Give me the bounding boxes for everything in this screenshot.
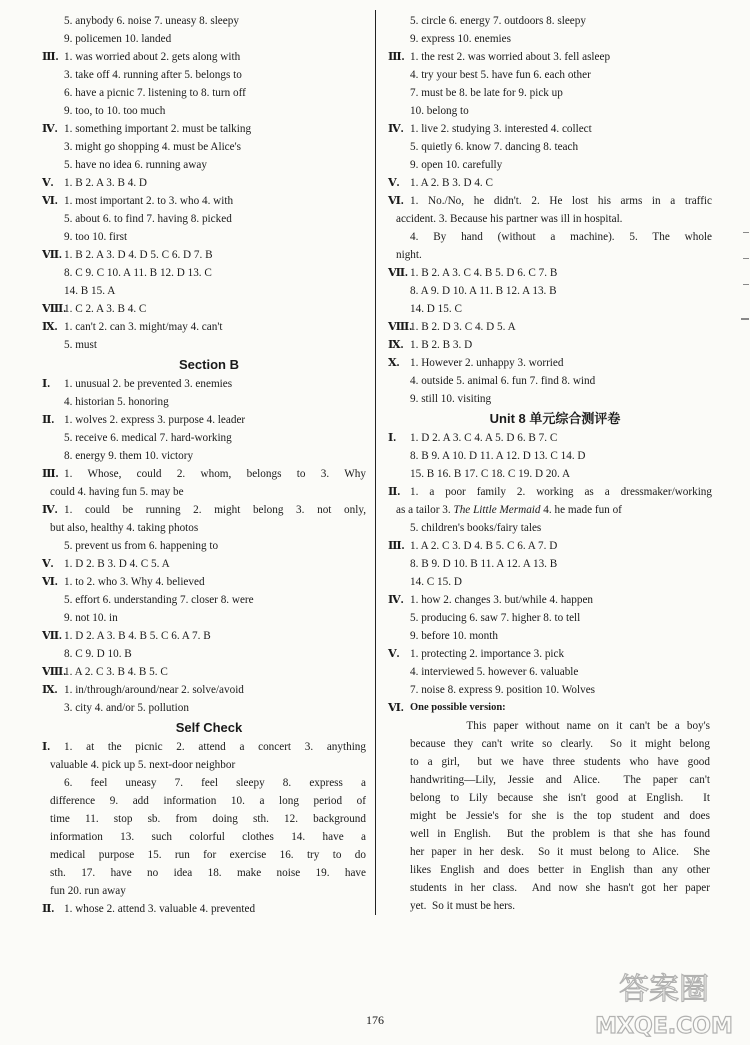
section-number: Ⅰ. xyxy=(42,378,51,390)
answer-line xyxy=(396,627,714,645)
answer-line xyxy=(396,609,714,627)
watermark-line2: MXQE.COM xyxy=(595,1014,733,1039)
answer-text: 1. D 2. B 3. D 4. C 5. A xyxy=(64,558,170,570)
answer-line xyxy=(396,372,714,390)
essay-line xyxy=(410,735,712,753)
essay-text: might be Jessie's for she is the top student and does xyxy=(410,810,710,822)
answer-line xyxy=(388,192,714,210)
answer-text: time 11. stop sb. from doing sth. 12. background xyxy=(50,813,366,825)
section-number: Ⅲ. xyxy=(42,468,59,480)
answer-line xyxy=(50,429,368,447)
answer-line xyxy=(396,501,714,519)
answer-line xyxy=(50,84,368,102)
answer-text: 5. have no idea 6. running away xyxy=(64,159,207,171)
answer-line xyxy=(42,120,368,138)
answer-text: 7. must be 8. be late for 9. pick up xyxy=(410,87,563,99)
answer-text: accident. 3. Because his partner was ill in hospital. xyxy=(396,213,623,225)
answer-line xyxy=(388,318,714,336)
answer-line xyxy=(388,645,714,663)
answer-text: 1. to 2. who 3. Why 4. believed xyxy=(64,576,205,588)
answer-line xyxy=(50,537,368,555)
essay-line xyxy=(410,897,712,915)
answer-line xyxy=(396,156,714,174)
section-number: Ⅰ. xyxy=(388,432,397,444)
essay-line xyxy=(410,771,712,789)
answer-text: 1. However 2. unhappy 3. worried xyxy=(410,357,564,369)
section-heading: Self Check xyxy=(175,720,243,735)
answer-text: 5. children's books/fairy tales xyxy=(410,522,542,534)
section-number: Ⅲ. xyxy=(388,51,405,63)
right-column xyxy=(388,12,714,915)
answer-line xyxy=(50,810,368,828)
answer-line xyxy=(50,282,368,300)
answer-text: 1. most important 2. to 3. who 4. with xyxy=(64,195,234,207)
left-column xyxy=(42,12,368,918)
answer-text: 9. too 10. first xyxy=(64,231,128,243)
section-number: Ⅹ. xyxy=(388,357,400,369)
answer-text: difference 9. add information 10. a long period of xyxy=(50,795,366,807)
essay-roman: Ⅵ. xyxy=(388,702,404,714)
essay-text: to a girl, but we have three students who have good xyxy=(410,756,710,768)
section-number: Ⅴ. xyxy=(388,177,400,189)
answer-line xyxy=(42,573,368,591)
margin-mark xyxy=(743,284,749,285)
section-number: Ⅵ. xyxy=(388,195,404,207)
section-number: Ⅲ. xyxy=(42,51,59,63)
essay-heading xyxy=(388,699,714,717)
answer-text: 1. can't 2. can 3. might/may 4. can't xyxy=(64,321,223,333)
answer-line xyxy=(50,393,368,411)
answer-text: 8. B 9. D 10. B 11. A 12. A 13. B xyxy=(410,558,558,570)
answer-text: 5. producing 6. saw 7. higher 8. to tell xyxy=(410,612,581,624)
answer-text: 1. A 2. C 3. D 4. B 5. C 6. A 7. D xyxy=(410,540,558,552)
answer-text: fun 20. run away xyxy=(50,885,126,897)
section-number: Ⅳ. xyxy=(42,504,58,516)
answer-text: 1. B 2. A 3. D 4. D 5. C 6. D 7. B xyxy=(64,249,213,261)
answer-line xyxy=(396,210,714,228)
answer-text: 8. C 9. D 10. B xyxy=(64,648,132,660)
answer-text: 5. anybody 6. noise 7. uneasy 8. sleepy xyxy=(64,15,239,27)
answer-line xyxy=(50,447,368,465)
watermark-line1: 答案圈 xyxy=(619,972,709,1007)
answer-line xyxy=(42,555,368,573)
answer-text: 6. feel uneasy 7. feel sleepy 8. express a xyxy=(64,777,366,789)
answer-line xyxy=(42,411,368,429)
answer-text: 5. about 6. to find 7. having 8. picked xyxy=(64,213,232,225)
answer-text: 1. whose 2. attend 3. valuable 4. prevented xyxy=(64,903,256,915)
answer-line xyxy=(42,318,368,336)
answer-text: 8. A 9. D 10. A 11. B 12. A 13. B xyxy=(410,285,557,297)
answer-line xyxy=(50,30,368,48)
essay-line xyxy=(410,789,712,807)
answer-line xyxy=(42,375,368,393)
answer-line xyxy=(396,519,714,537)
answer-line xyxy=(42,48,368,66)
answer-line xyxy=(50,483,368,501)
essay-text: yet. So it must be hers. xyxy=(410,900,516,912)
section-number: Ⅰ. xyxy=(42,741,51,753)
answer-text: 1. A 2. C 3. B 4. B 5. C xyxy=(64,666,168,678)
answer-line xyxy=(388,264,714,282)
answer-text: 9. before 10. month xyxy=(410,630,498,642)
answer-line xyxy=(396,681,714,699)
answer-text: 9. too, to 10. too much xyxy=(64,105,166,117)
essay-line xyxy=(410,753,712,771)
answer-line xyxy=(50,699,368,717)
answer-text: 5. circle 6. energy 7. outdoors 8. sleepy xyxy=(410,15,586,27)
answer-text: 9. open 10. carefully xyxy=(410,159,503,171)
answer-line xyxy=(396,282,714,300)
answer-line xyxy=(42,246,368,264)
answer-line xyxy=(42,663,368,681)
essay-line xyxy=(410,861,712,879)
answer-line xyxy=(388,120,714,138)
section-number: Ⅶ. xyxy=(42,630,62,642)
answer-text: valuable 4. pick up 5. next-door neighbor xyxy=(50,759,236,771)
essay-text: This paper without name on it can't be a boy's xyxy=(410,720,710,732)
answer-line xyxy=(50,138,368,156)
section-number: Ⅵ. xyxy=(42,195,58,207)
answer-text: 3. city 4. and/or 5. pollution xyxy=(64,702,189,714)
answer-text: 1. D 2. A 3. C 4. A 5. D 6. B 7. C xyxy=(410,432,558,444)
answer-line xyxy=(50,156,368,174)
answer-line xyxy=(396,573,714,591)
answer-text: 5. quietly 6. know 7. dancing 8. teach xyxy=(410,141,579,153)
answer-line xyxy=(50,102,368,120)
answer-text: 9. still 10. visiting xyxy=(410,393,492,405)
answer-line xyxy=(396,84,714,102)
answer-text: 14. C 15. D xyxy=(410,576,462,588)
section-number: Ⅳ. xyxy=(388,594,404,606)
essay-title: One possible version: xyxy=(410,702,506,713)
answer-line xyxy=(42,900,368,918)
answer-text: 14. B 15. A xyxy=(64,285,116,297)
section-number: Ⅵ. xyxy=(42,576,58,588)
section-heading: Unit 8 单元综合测评卷 xyxy=(489,411,621,426)
answer-text: 1. Whose, could 2. whom, belongs to 3. Why xyxy=(64,468,366,480)
answer-text: 14. D 15. C xyxy=(410,303,462,315)
section-number: Ⅲ. xyxy=(388,540,405,552)
answer-line xyxy=(388,354,714,372)
answer-line xyxy=(396,465,714,483)
answer-line xyxy=(396,66,714,84)
answer-line xyxy=(50,645,368,663)
section-number: Ⅷ. xyxy=(42,666,67,678)
answer-text: 4. historian 5. honoring xyxy=(64,396,169,408)
essay-text: students in her class. And now she hasn't got her paper xyxy=(410,882,710,894)
answer-line xyxy=(396,555,714,573)
answer-text: 5. must xyxy=(64,339,97,351)
answer-text: 1. B 2. B 3. D xyxy=(410,339,473,351)
answer-text: 9. not 10. in xyxy=(64,612,118,624)
answer-line xyxy=(388,429,714,447)
answer-line xyxy=(50,609,368,627)
answer-text: as a tailor 3. The Little Mermaid 4. he made fun of xyxy=(396,504,622,516)
answer-text: information 13. such colorful clothes 14. have a xyxy=(50,831,366,843)
answer-text: 4. By hand (without a machine). 5. The whole xyxy=(410,231,712,243)
section-number: Ⅳ. xyxy=(42,123,58,135)
answer-line xyxy=(42,681,368,699)
answer-line xyxy=(42,300,368,318)
watermark-logo xyxy=(584,965,744,1041)
answer-text: 8. B 9. A 10. D 11. A 12. D 13. C 14. D xyxy=(410,450,586,462)
answer-text: 1. something important 2. must be talking xyxy=(64,123,252,135)
answer-line xyxy=(50,264,368,282)
answer-line xyxy=(396,12,714,30)
answer-line xyxy=(396,447,714,465)
page-number: 176 xyxy=(366,1013,384,1027)
answer-line xyxy=(50,591,368,609)
answer-text: 9. policemen 10. landed xyxy=(64,33,172,45)
section-number: Ⅶ. xyxy=(42,249,62,261)
answer-text: 3. take off 4. running after 5. belongs to xyxy=(64,69,242,81)
essay-line xyxy=(410,807,712,825)
answer-text: 15. B 16. B 17. C 18. C 19. D 20. A xyxy=(410,468,571,480)
answer-text: 1. protecting 2. importance 3. pick xyxy=(410,648,565,660)
answer-text: 1. at the picnic 2. attend a concert 3. anything xyxy=(64,741,366,753)
answer-text: 3. might go shopping 4. must be Alice's xyxy=(64,141,241,153)
column-divider xyxy=(375,10,376,915)
section-number: Ⅸ. xyxy=(388,339,404,351)
essay-text: her paper in her desk. So it must belong to Alice. She xyxy=(410,846,710,858)
section-number: Ⅳ. xyxy=(388,123,404,135)
answer-text: 4. outside 5. animal 6. fun 7. find 8. wind xyxy=(410,375,596,387)
answer-text: 1. B 2. A 3. C 4. B 5. D 6. C 7. B xyxy=(410,267,558,279)
answer-text: sth. 17. have no idea 18. make noise 19. have xyxy=(50,867,366,879)
answer-line xyxy=(42,192,368,210)
answer-line xyxy=(388,336,714,354)
answer-text: 1. B 2. A 3. B 4. D xyxy=(64,177,147,189)
answer-text: 1. C 2. A 3. B 4. C xyxy=(64,303,147,315)
answer-line xyxy=(42,627,368,645)
section-number: Ⅷ. xyxy=(388,321,413,333)
answer-text: night. xyxy=(396,249,422,261)
answer-text: 1. could be running 2. might belong 3. not only, xyxy=(64,504,366,516)
right-answer-lines xyxy=(388,12,714,699)
answer-text: 1. live 2. studying 3. interested 4. collect xyxy=(410,123,592,135)
section-number: Ⅱ. xyxy=(42,903,55,915)
essay-text: likes English and does better in English than any other xyxy=(410,864,710,876)
essay-line xyxy=(410,879,712,897)
answer-line xyxy=(388,174,714,192)
answer-text: 1. unusual 2. be prevented 3. enemies xyxy=(64,378,233,390)
answer-text: 1. in/through/around/near 2. solve/avoid xyxy=(64,684,244,696)
section-number: Ⅸ. xyxy=(42,684,58,696)
answer-text: 1. the rest 2. was worried about 3. fell asleep xyxy=(410,51,611,63)
answer-line xyxy=(396,228,714,246)
answer-text: 1. wolves 2. express 3. purpose 4. leader xyxy=(64,414,246,426)
section-heading: Section B xyxy=(179,357,239,372)
margin-mark xyxy=(741,318,749,320)
answer-text: 1. B 2. D 3. C 4. D 5. A xyxy=(410,321,516,333)
section-number: Ⅴ. xyxy=(388,648,400,660)
answer-text: 1. was worried about 2. gets along with xyxy=(64,51,241,63)
answer-line xyxy=(42,501,368,519)
essay-text: because they can't write so clearly. So it might belong xyxy=(410,738,710,750)
essay-line xyxy=(410,843,712,861)
answer-line xyxy=(388,591,714,609)
section-number: Ⅱ. xyxy=(388,486,401,498)
answer-line xyxy=(50,210,368,228)
margin-mark xyxy=(743,232,749,233)
section-number: Ⅴ. xyxy=(42,177,54,189)
answer-line xyxy=(396,30,714,48)
answer-text: 6. have a picnic 7. listening to 8. turn off xyxy=(64,87,246,99)
section-number: Ⅴ. xyxy=(42,558,54,570)
answer-line xyxy=(50,519,368,537)
margin-mark xyxy=(743,258,749,259)
answer-line xyxy=(396,102,714,120)
answer-line xyxy=(42,465,368,483)
answer-text: 4. interviewed 5. however 6. valuable xyxy=(410,666,579,678)
answer-line xyxy=(388,537,714,555)
answer-line xyxy=(396,246,714,264)
answer-line xyxy=(50,228,368,246)
section-number: Ⅱ. xyxy=(42,414,55,426)
section-number: Ⅷ. xyxy=(42,303,67,315)
essay-line xyxy=(410,717,712,735)
section-number: Ⅶ. xyxy=(388,267,408,279)
answer-text: 1. a poor family 2. working as a dressmaker/working xyxy=(410,486,712,498)
answer-line xyxy=(388,483,714,501)
answer-text: 9. express 10. enemies xyxy=(410,33,511,45)
answer-line xyxy=(50,336,368,354)
answer-line xyxy=(50,756,368,774)
answer-line xyxy=(50,882,368,900)
answer-text: 8. energy 9. them 10. victory xyxy=(64,450,194,462)
answer-line xyxy=(396,390,714,408)
essay-text: handwriting—Lily, Jessie and Alice. The paper can't xyxy=(410,774,710,786)
answer-text: medical purpose 15. run for exercise 16. try to do xyxy=(50,849,366,861)
answer-text: 1. No./No, he didn't. 2. He lost his arms in a traffic xyxy=(410,195,712,207)
answer-line xyxy=(50,846,368,864)
answer-text: but also, healthy 4. taking photos xyxy=(50,522,199,534)
essay-text: belong to Lily because she isn't good at English. It xyxy=(410,792,710,804)
answer-text: 1. D 2. A 3. B 4. B 5. C 6. A 7. B xyxy=(64,630,211,642)
answer-text: 4. try your best 5. have fun 6. each other xyxy=(410,69,591,81)
answer-line xyxy=(396,138,714,156)
answer-line xyxy=(50,864,368,882)
answer-line xyxy=(50,828,368,846)
answer-line xyxy=(50,66,368,84)
answer-text: 5. receive 6. medical 7. hard-working xyxy=(64,432,232,444)
answer-text: could 4. having fun 5. may be xyxy=(50,486,184,498)
essay-text: well in English. But the problem is that she has found xyxy=(410,828,710,840)
section-number: Ⅸ. xyxy=(42,321,58,333)
answer-text: 1. how 2. changes 3. but/while 4. happen xyxy=(410,594,594,606)
essay-body xyxy=(410,717,712,915)
answer-text: 7. noise 8. express 9. position 10. Wolves xyxy=(410,684,596,696)
answer-text: 5. effort 6. understanding 7. closer 8. were xyxy=(64,594,254,606)
answer-line xyxy=(396,663,714,681)
answer-line xyxy=(388,48,714,66)
answer-line xyxy=(42,738,368,756)
book-title: The Little Mermaid xyxy=(453,504,541,516)
answer-line xyxy=(50,792,368,810)
answer-line xyxy=(42,174,368,192)
essay-line xyxy=(410,825,712,843)
answer-text: 1. A 2. B 3. D 4. C xyxy=(410,177,493,189)
answer-line xyxy=(396,300,714,318)
answer-text: 10. belong to xyxy=(410,105,469,117)
answer-line xyxy=(50,774,368,792)
answer-text: 5. prevent us from 6. happening to xyxy=(64,540,219,552)
answer-line xyxy=(50,12,368,30)
answer-text: 8. C 9. C 10. A 11. B 12. D 13. C xyxy=(64,267,212,279)
